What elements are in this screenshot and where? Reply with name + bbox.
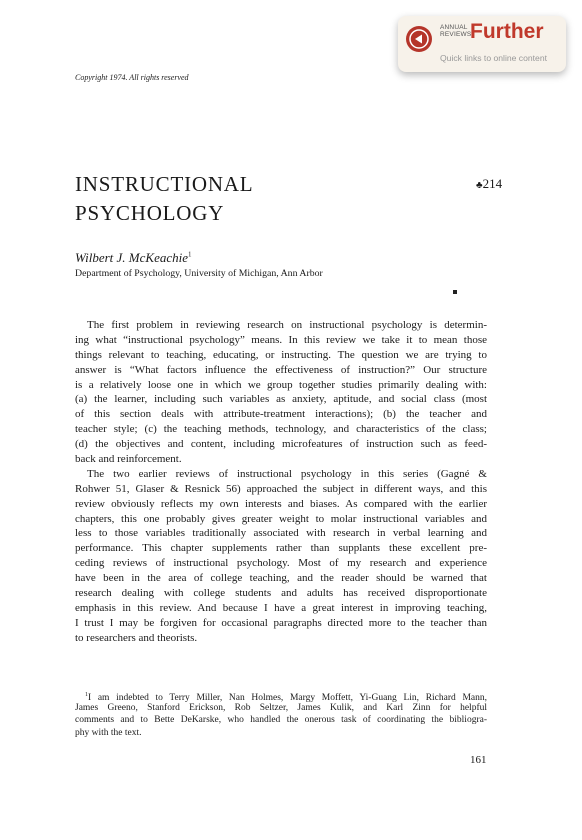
body-line: performance. This chapter supplements rather than supplants these excellent pre- [75,542,487,555]
footnote-line: comments and to Bette DeKarske, who handled the onerous task of coordinating the bibliogra- [75,715,487,726]
body-line: Rohwer 51, Glaser & Resnick 56) approached the subject in different ways, and this [75,482,487,495]
annual-reviews-logo-text [440,24,472,38]
body-line: (d) the objectives and content, including microfeatures of instruction such as feed- [75,438,487,451]
footnote-line-text: I am indebted to Terry Miller, Nan Holmes, Margy Moffett, Yi-Guang Lin, Richard Mann, [88,693,487,704]
body-line: chapters, this one probably gives greater weight to molar instructional variables and [75,512,487,525]
author-footnote-mark: 1 [188,250,192,259]
further-label: Further [470,20,544,43]
body-text [75,318,487,646]
body-line: less to those variables traditionally associated with research in verbal learning and [75,527,487,540]
annual-reviews-further-banner[interactable] [398,16,566,72]
footnote-line [75,689,487,702]
title-line: INSTRUCTIONAL [75,172,254,196]
body-line: is a relatively loose one in which we group together studies primarily dealing with: [75,378,487,391]
play-arrow-icon [406,26,432,52]
club-icon: ♣ [476,180,483,191]
brand-line-2: REVIEWS [440,31,472,38]
body-line: have been in the area of college teaching, and the reader should be warned that [75,572,487,585]
body-line: (a) the learner, including such variables as anxiety, aptitude, and social class (most [75,393,487,406]
section-marker [453,290,457,294]
body-line: to researchers and theorists. [75,631,198,644]
footnote-mark: 1 [85,692,88,698]
body-line: I trust I may be forgiven for occasional paragraphs directed more to the teacher than [75,616,487,629]
article-code-number: 214 [482,176,503,191]
body-line: back and reinforcement. [75,453,182,466]
body-line: of this section deals with attribute-treatment interactions); (b) the teacher and [75,408,487,421]
footnote-line: James Greeno, Stanford Erickson, Rob Seltzer, James Kulik, and Karl Zinn for helpful [75,702,487,713]
copyright-notice: Copyright 1974. All rights reserved [75,73,189,82]
footnote-line: phy with the text. [75,728,142,739]
body-line: teacher style; (c) the teaching methods, technology, and characteristics of the class; [75,423,487,436]
article-title [75,170,253,228]
body-line: emphasis in this review. And because I have a great interest in improving teaching, [75,601,487,614]
title-line: PSYCHOLOGY [75,201,225,225]
body-line: answer is “What factors influence the effectiveness of instruction?” Our structure [75,363,487,376]
further-subtitle: Quick links to online content [440,53,548,63]
body-line: ing what “instructional psychology” means. In this review we take it to mean those [75,333,487,346]
body-line: ceding reviews of instructional psychology. Most of my research and experience [75,557,487,570]
body-line: The two earlier reviews of instructional psychology in this series (Gagné & [87,467,487,480]
brand-line-1: ANNUAL [440,24,468,31]
author-name [75,250,192,266]
page-number: 161 [470,754,487,766]
article-code [476,176,502,192]
author-affiliation: Department of Psychology, University of Michigan, Ann Arbor [75,268,323,279]
footnote [75,689,487,740]
body-line: research dealing with college students and adults has received disproportionate [75,587,487,600]
author-name-text: Wilbert J. McKeachie [75,250,188,265]
body-line: things relevant to teaching, educating, or instructing. The question we are trying to [75,348,487,361]
body-line: review obviously reflects my own interests and biases. As compared with the earlier [75,497,487,510]
body-line: The first problem in reviewing research on instructional psychology is determin- [87,319,487,331]
